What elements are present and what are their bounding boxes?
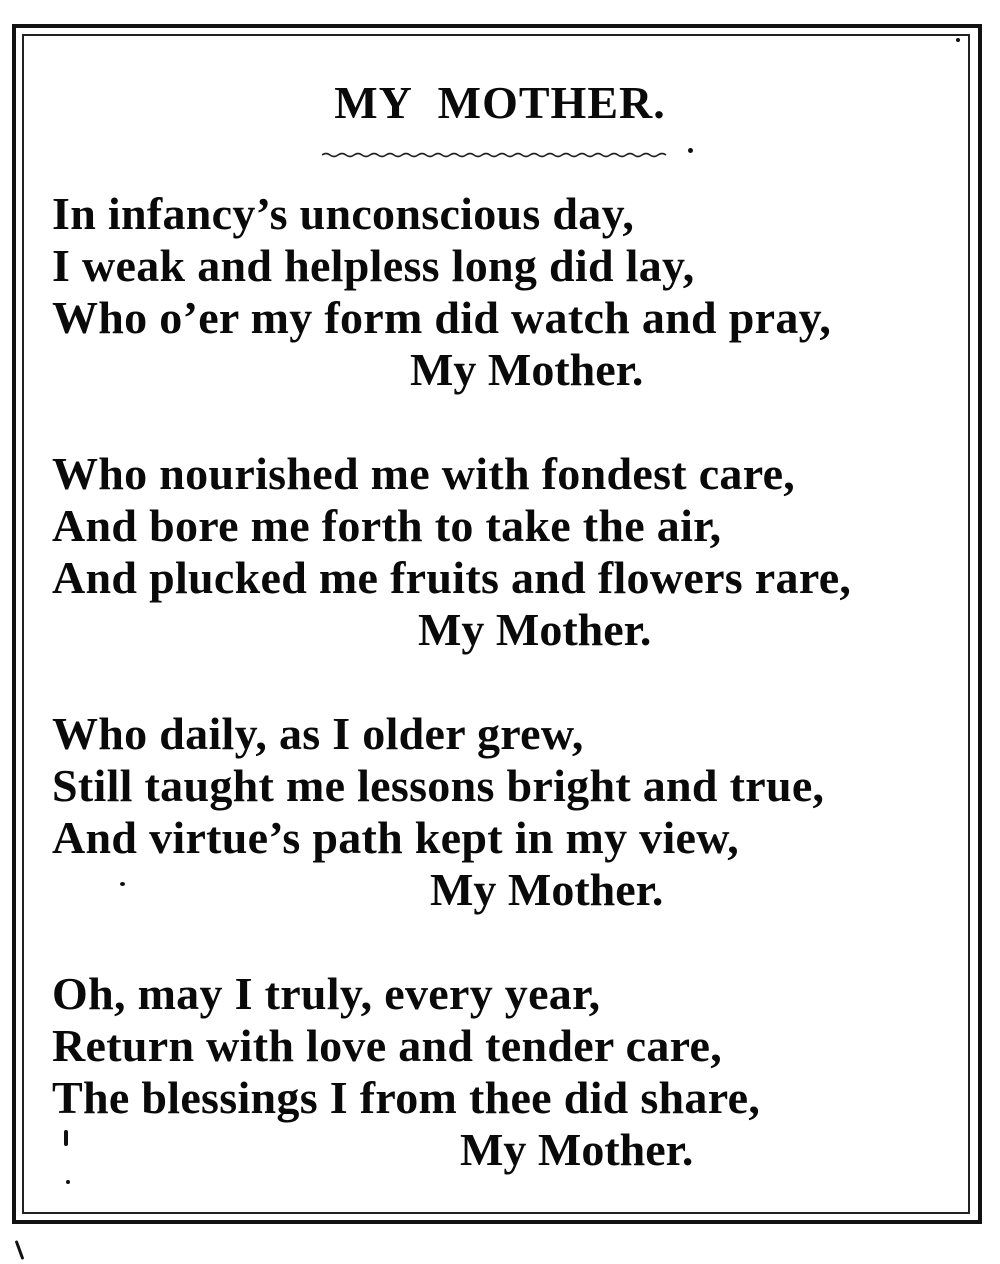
poem-line: Return with love and tender care, bbox=[52, 1020, 723, 1071]
poem-line: And virtue’s path kept in my view, bbox=[52, 812, 740, 863]
poem-line: I weak and helpless long did lay, bbox=[52, 240, 695, 291]
print-speck bbox=[15, 1240, 25, 1260]
print-speck bbox=[66, 1180, 70, 1184]
poem-line: And bore me forth to take the air, bbox=[52, 500, 722, 551]
poem-body bbox=[52, 188, 962, 1228]
poem-line: In infancy’s unconscious day, bbox=[52, 188, 635, 239]
poem-refrain: My Mother. bbox=[410, 344, 644, 395]
stanza bbox=[52, 968, 962, 1176]
poem-line: Who nourished me with fondest care, bbox=[52, 448, 796, 499]
poem-line: The blessings I from thee did share, bbox=[52, 1072, 761, 1123]
stanza bbox=[52, 448, 962, 656]
poem-line: Who daily, as I older grew, bbox=[52, 708, 584, 759]
poem-refrain: My Mother. bbox=[418, 604, 652, 655]
poem-refrain: My Mother. bbox=[460, 1124, 694, 1175]
print-speck bbox=[64, 1130, 68, 1146]
poem-line: Oh, may I truly, every year, bbox=[52, 968, 601, 1019]
print-speck bbox=[956, 38, 960, 42]
poem-line: And plucked me fruits and flowers rare, bbox=[52, 552, 852, 603]
poem-refrain: My Mother. bbox=[430, 864, 664, 915]
stanza bbox=[52, 708, 962, 916]
poem-line: Still taught me lessons bright and true, bbox=[52, 760, 825, 811]
poem-line: Who o’er my form did watch and pray, bbox=[52, 292, 832, 343]
poem-title: MY MOTHER. bbox=[334, 77, 666, 128]
print-speck bbox=[120, 882, 125, 886]
title-divider-rule bbox=[322, 152, 668, 158]
stanza bbox=[52, 188, 962, 396]
print-speck bbox=[688, 148, 693, 153]
